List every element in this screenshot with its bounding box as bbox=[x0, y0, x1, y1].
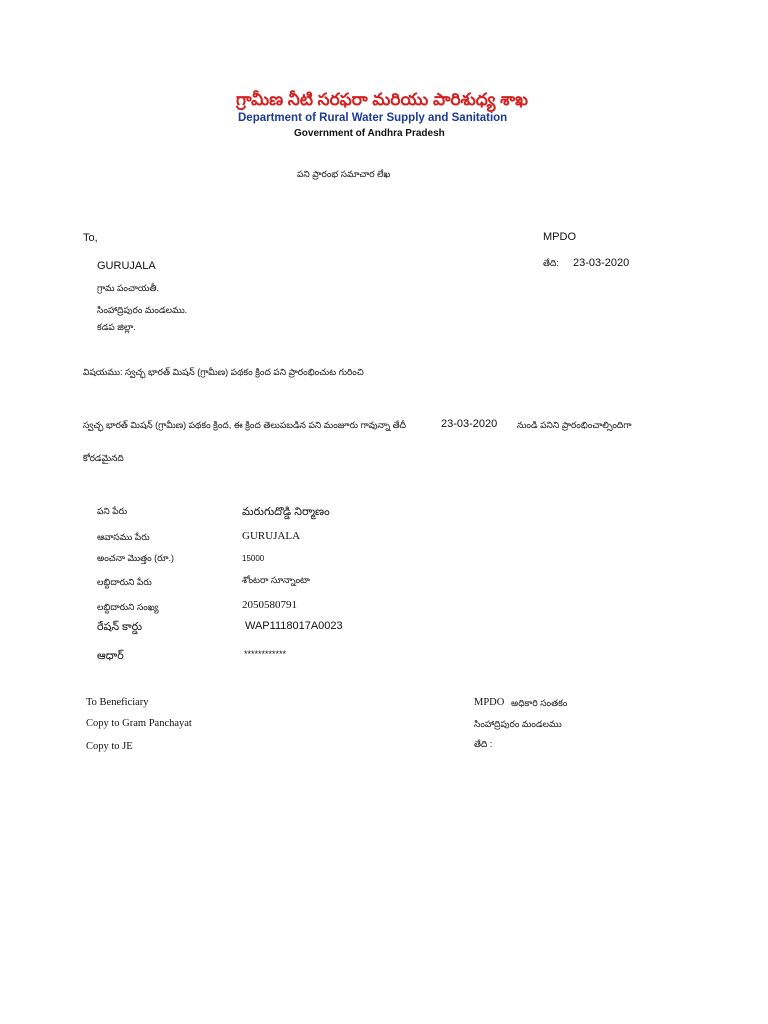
copy-je: Copy to JE bbox=[86, 741, 133, 752]
aadhaar-label: ఆధార్ bbox=[97, 650, 124, 662]
beneficiary-number-value: 2050580791 bbox=[242, 599, 297, 611]
work-name-label: పని పేరు bbox=[97, 506, 128, 516]
estimate-label: అంచనా మొత్తం (రూ.) bbox=[97, 553, 175, 563]
habitation-value: GURUJALA bbox=[242, 530, 301, 542]
mandal-line: సింహాద్రిపురం మండలము. bbox=[97, 305, 188, 315]
beneficiary-name-value: శోంటరా సూన్నాంటా bbox=[242, 575, 310, 585]
to-beneficiary: To Beneficiary bbox=[86, 697, 149, 708]
government-name: Government of Andhra Pradesh bbox=[294, 128, 445, 139]
footer-mpdo: MPDO bbox=[474, 697, 505, 708]
subject-line: విషయము: స్వచ్ఛ భారత్ మిషన్ (గ్రామీణ) పథకం క్రింద పని ప్రారంభించుట గురించి bbox=[83, 367, 364, 377]
beneficiary-name-label: లబ్దిదారుని పేరు bbox=[97, 577, 152, 587]
date-label: తేది: bbox=[543, 258, 559, 268]
estimate-value: 15000 bbox=[242, 554, 265, 563]
letter-date: 23-03-2020 bbox=[573, 257, 630, 269]
copy-gram-panchayat: Copy to Gram Panchayat bbox=[86, 718, 192, 729]
district-line: కడప జిల్లా. bbox=[97, 322, 136, 332]
footer-mandal: సింహాద్రిపురం మండలము bbox=[474, 719, 562, 729]
ration-card-value: WAP1118017A0023 bbox=[245, 620, 343, 632]
footer-date-label: తేది : bbox=[474, 739, 493, 749]
telugu-department-title: గ్రామీణ నీటి సరఫరా మరియు పారిశుధ్య శాఖ bbox=[236, 90, 529, 109]
department-name: Department of Rural Water Supply and Sanitation bbox=[238, 112, 508, 124]
body-text-part3: కోరడమైనది bbox=[83, 453, 124, 463]
ration-card-label: రేషన్ కార్డు bbox=[97, 621, 143, 633]
to-label: To, bbox=[83, 232, 98, 244]
aadhaar-value: ************ bbox=[244, 649, 287, 659]
work-name-value: మరుగుదొడ్డి నిర్మాణం bbox=[242, 506, 330, 518]
body-text-part2: నుండి పనిని ప్రారంభించాల్సిందిగా bbox=[517, 420, 632, 430]
body-date: 23-03-2020 bbox=[441, 418, 498, 430]
beneficiary-number-label: లబ్దిదారుని సంఖ్య bbox=[97, 602, 159, 612]
body-text-part1: స్వచ్ఛ భారత్ మిషన్ (గ్రామీణ) పథకం క్రింద, ఈ క్రింద తెలుపబడిన పని మంజూరు గావున్నా తేదీ bbox=[83, 420, 407, 430]
office-label: MPDO bbox=[543, 231, 576, 243]
panchayat-line: గ్రామ పంచాయతీ. bbox=[97, 283, 160, 293]
signature-label: అధికారి సంతకం bbox=[511, 698, 568, 708]
letter-subject-title: పని ప్రారంభ సమాచార లేఖ bbox=[297, 169, 391, 179]
habitation-label: ఆవాసము పేరు bbox=[97, 532, 150, 542]
recipient-name: GURUJALA bbox=[97, 260, 156, 272]
